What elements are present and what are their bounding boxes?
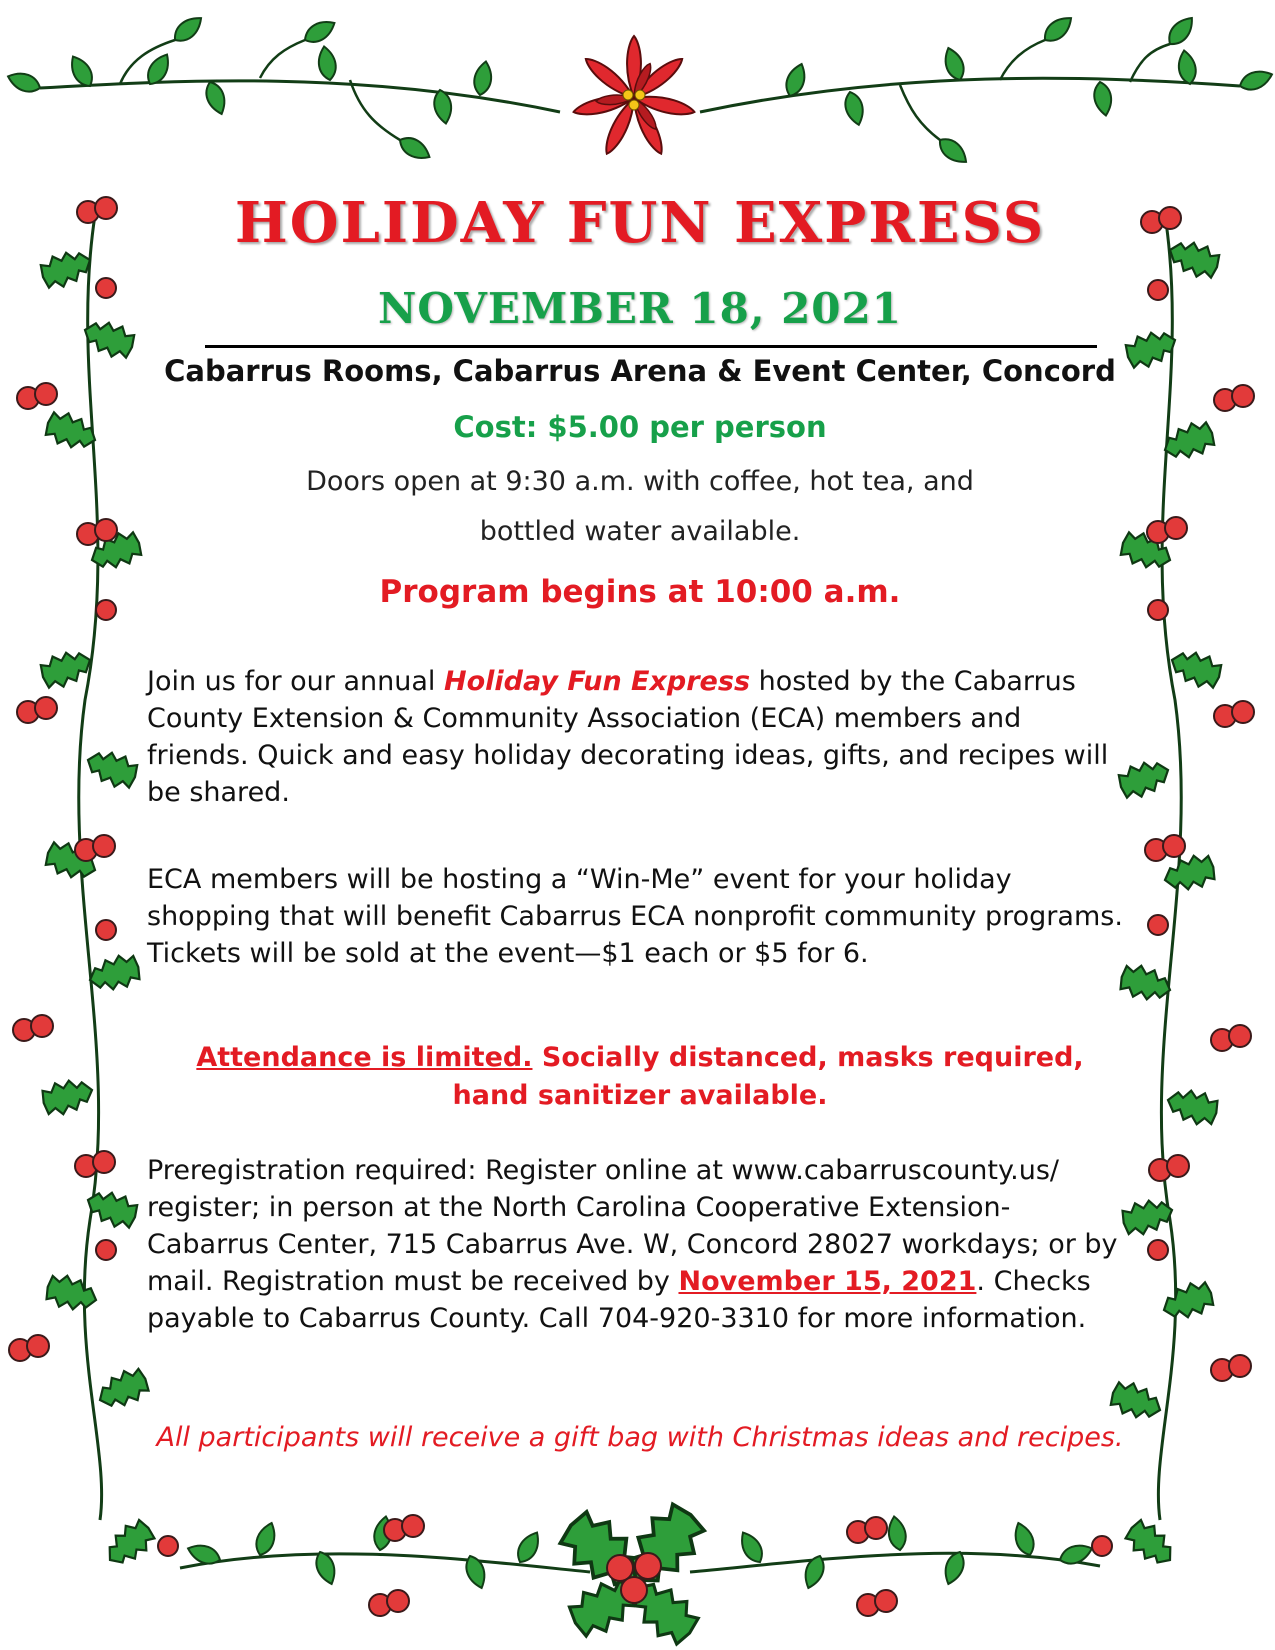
event-cost: Cost: $5.00 per person [453,410,827,444]
attendance-limited: Attendance is limited. [196,1042,533,1073]
registration-paragraph [147,1152,1127,1337]
registration-lead: Preregistration required: Register online at www.cabarruscounty.us/ register; in person at the North Carolina Cooperative Extension- Cabarrus Center, 715 Cabarrus Ave. W, Concord 28027 workdays; or by mail. Registration must be received by [147,1155,1118,1297]
event-title: HOLIDAY FUN EXPRESS [234,190,1046,256]
event-venue: Cabarrus Rooms, Cabarrus Arena & Event Center, Concord [164,354,1116,388]
right-holly-vine [1108,207,1254,1520]
registration-tail: . Checks payable to Cabarrus County. Call 704-920-3310 for more information. [147,1266,1091,1334]
attendance-notice [160,1039,1120,1115]
holly-sprig-icon [553,1497,711,1650]
intro-paragraph [147,663,1127,811]
top-right-branch [700,40,1240,140]
attendance-rest: Socially distanced, masks required, hand sanitizer available. [452,1042,1084,1111]
registration-deadline: November 15, 2021 [678,1266,977,1297]
intro-lead: Join us for our annual [147,666,444,697]
doors-open-line-1: Doors open at 9:30 a.m. with coffee, hot tea, and [306,466,974,497]
win-me-paragraph: ECA members will be hosting a “Win-Me” event for your holiday shopping that will benefit Cabarrus ECA nonprofit community programs. Tickets will be sold at the event—$1 each or $5 for 6. [147,864,1123,969]
poinsettia-icon [572,36,696,157]
intro-rest: hosted by the Cabarrus County Extension & Community Association (ECA) members and friends. Quick and easy holiday decorating ideas, gifts, and recipes will be shared. [147,666,1109,808]
doors-open-line-2: bottled water available. [479,516,801,547]
divider [205,345,1097,348]
program-start: Program begins at 10:00 a.m. [379,574,901,610]
intro-event-name: Holiday Fun Express [443,666,751,697]
event-date: NOVEMBER 18, 2021 [378,284,902,333]
closing-note: All participants will receive a gift bag with Christmas ideas and recipes. [156,1422,1124,1453]
left-holly-vine [9,197,152,1520]
